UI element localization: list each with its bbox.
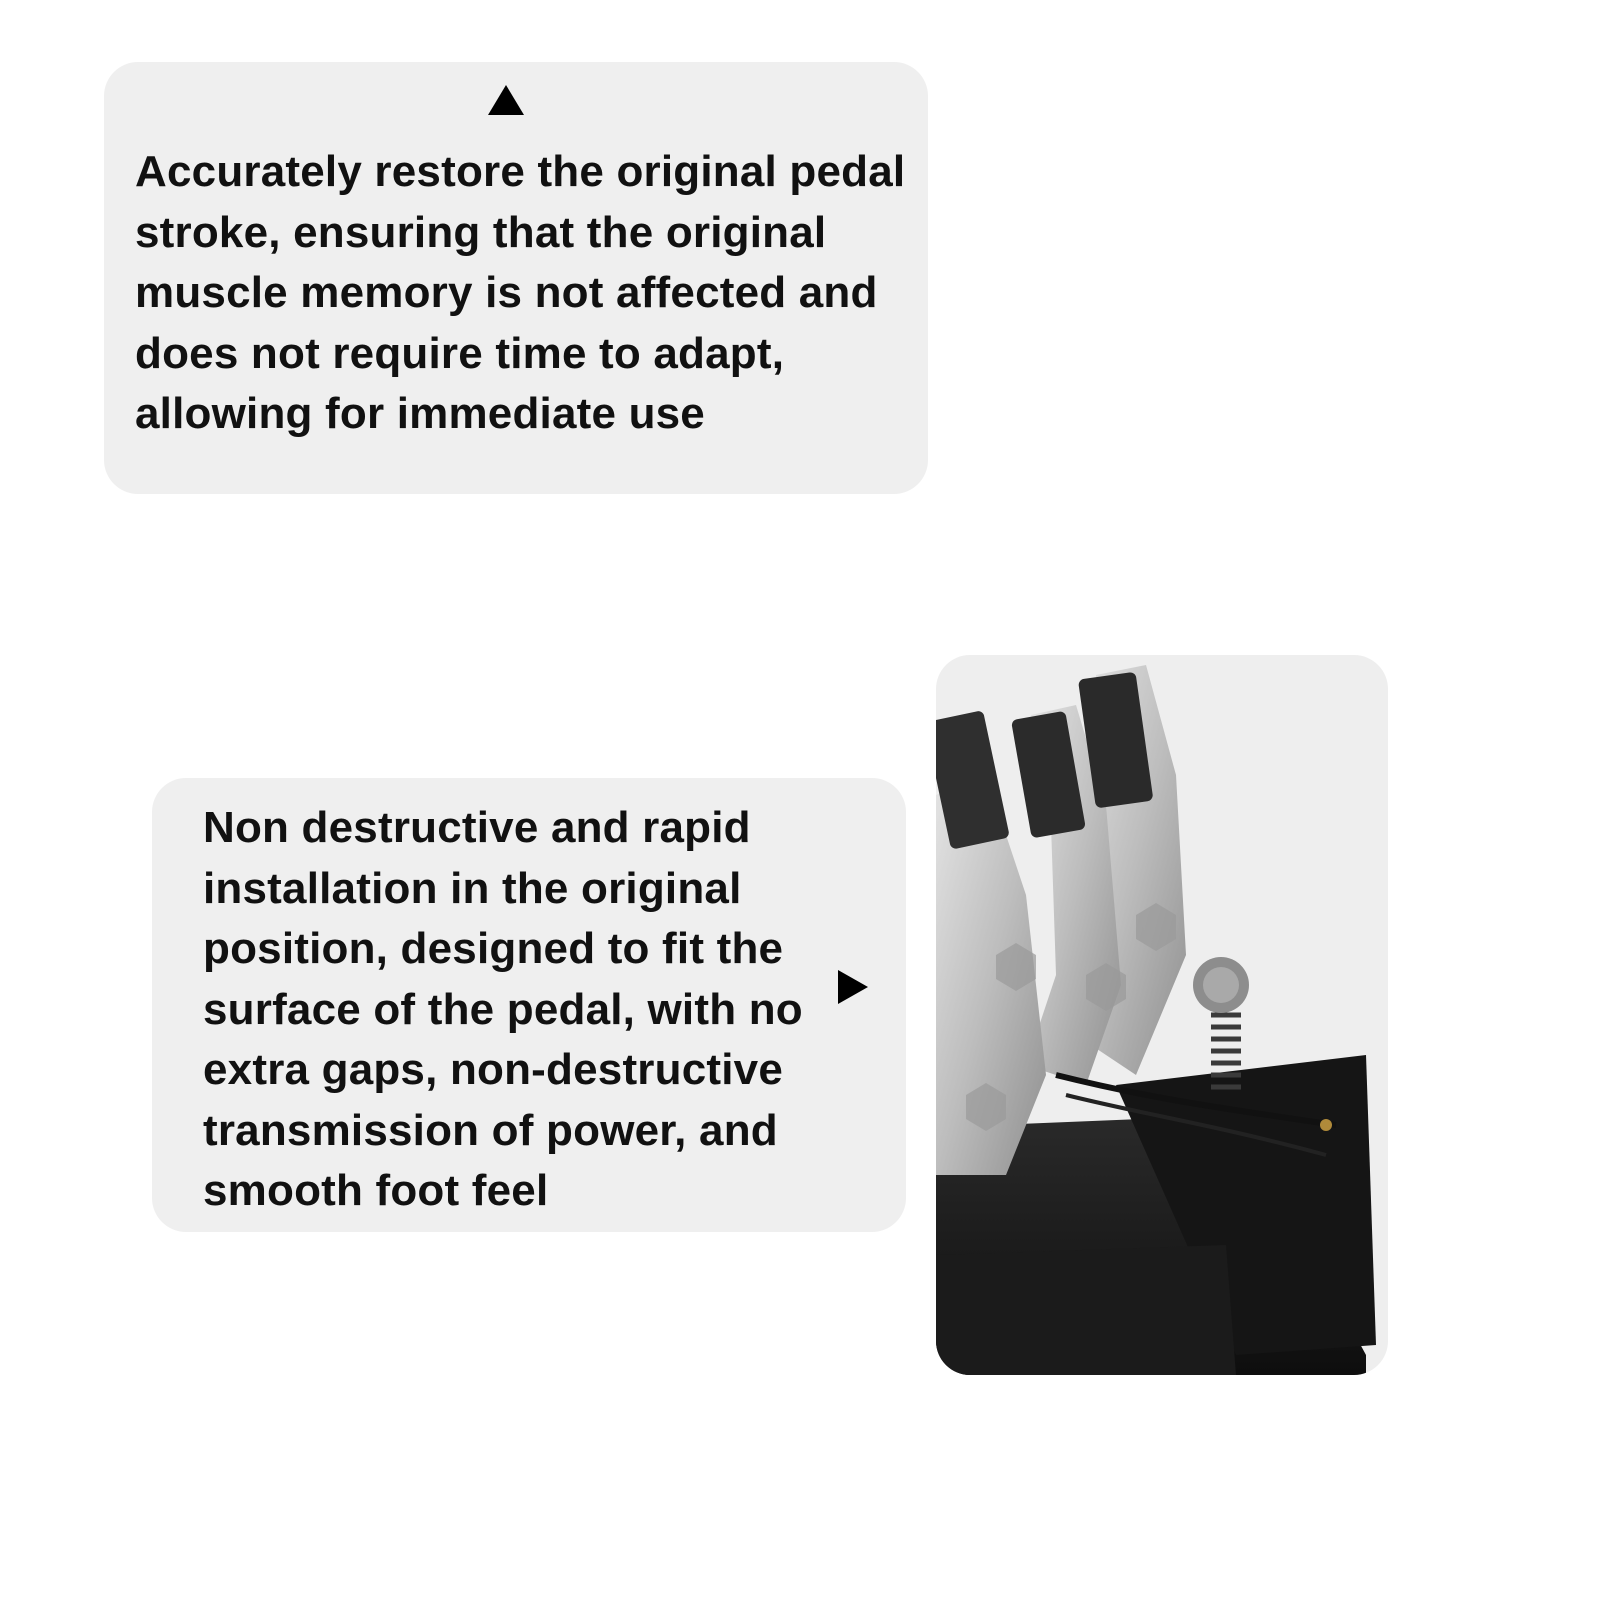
pedal-assembly-photo (936, 655, 1388, 1375)
feature-text-installation: Non destructive and rapid installation in the original position, designed to fit the surface of the pedal, with no extra gaps, non-destructive transmission of power, and smooth foot feel (203, 803, 803, 1215)
triangle-up-icon (488, 85, 524, 115)
feature-text-stroke: Accurately restore the original pedal stroke, ensuring that the original muscle memory is not affected and does not require time to adapt, allowing for immediate use (135, 147, 906, 438)
feature-card-installation (152, 778, 906, 1232)
feature-card-stroke (104, 62, 928, 494)
triangle-right-icon (838, 970, 868, 1004)
